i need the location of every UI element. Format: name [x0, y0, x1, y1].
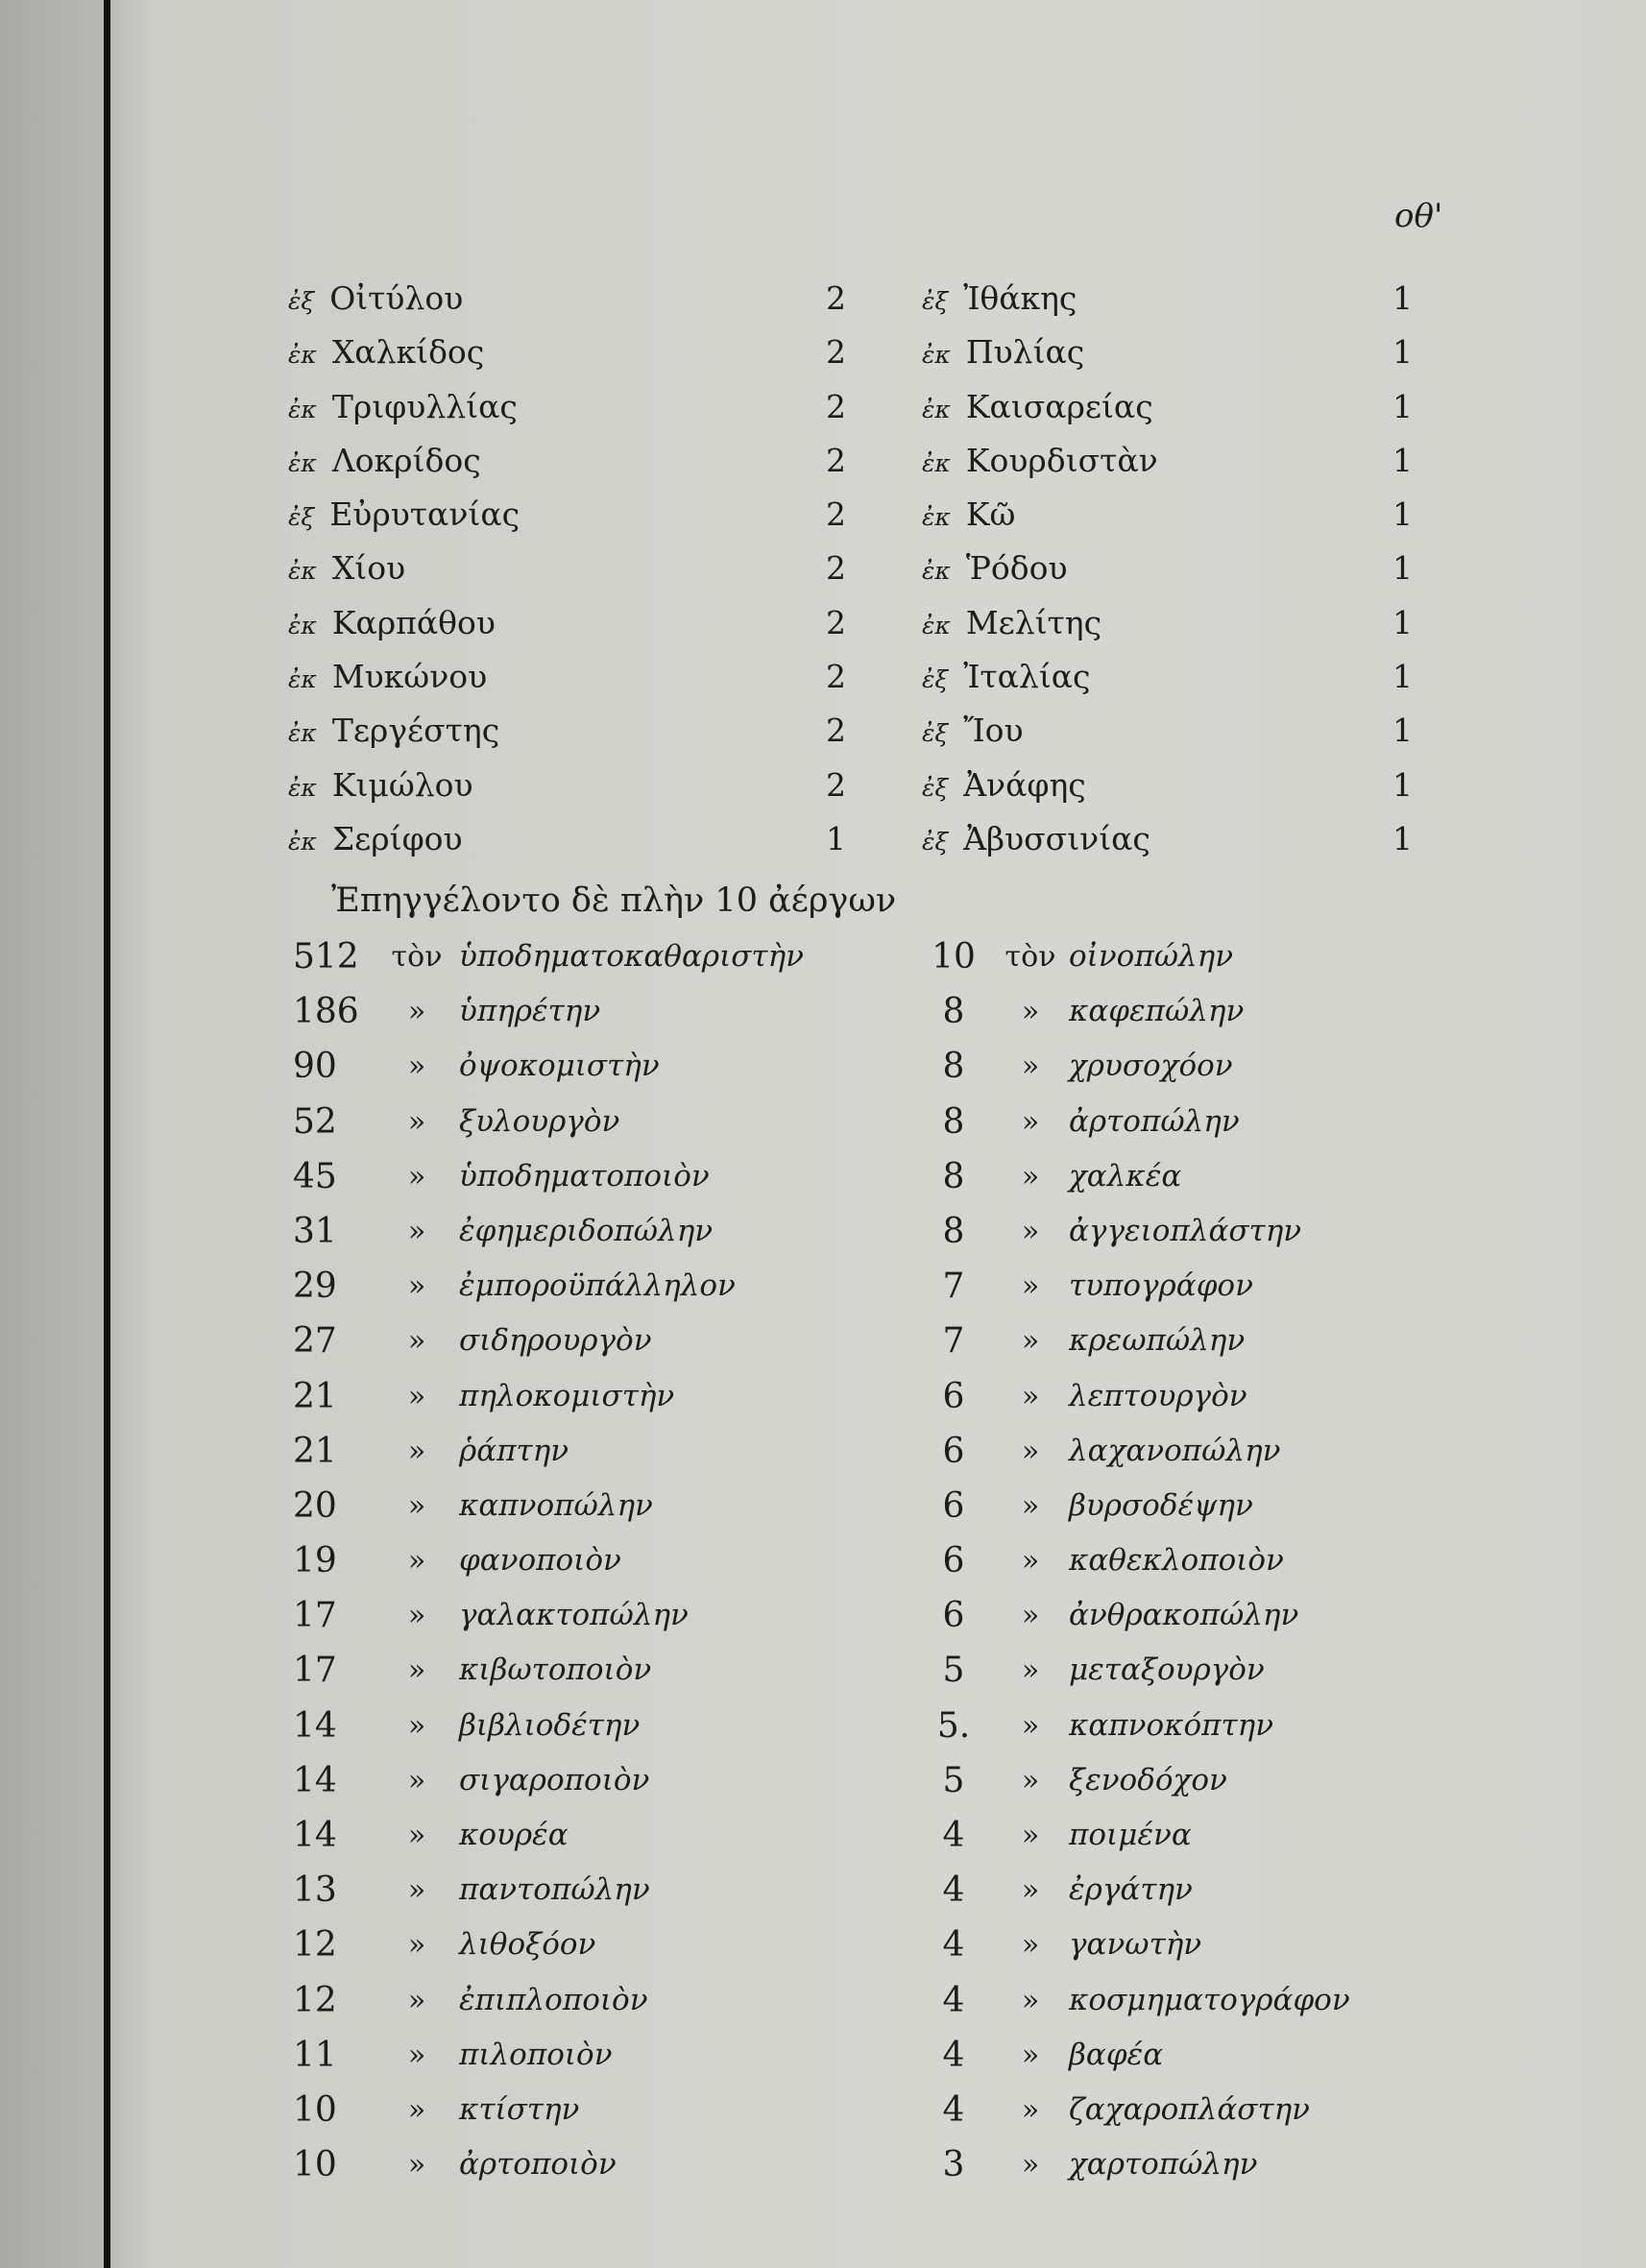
trade-left-occupation: καπνοπώλην: [459, 1487, 653, 1523]
trade-left-article: »: [407, 1324, 426, 1359]
origin-right-count: 1: [1392, 279, 1413, 317]
origin-left-count: 1: [826, 819, 846, 857]
trade-right-count: 8: [942, 1211, 965, 1251]
origin-left-place: [288, 488, 826, 542]
origin-left-count: 2: [826, 603, 846, 641]
origin-preposition: ἐκ: [288, 611, 317, 639]
origin-name: Χίου: [331, 549, 406, 588]
origin-preposition: ἐξ: [288, 287, 315, 315]
trade-left-count: 186: [293, 992, 359, 1032]
origin-left-place: [288, 434, 826, 488]
trade-left-article: »: [407, 1269, 426, 1304]
origins-table: [288, 272, 1489, 866]
origin-right-place: [922, 650, 1392, 704]
trade-left-occupation: ὑπηρέτην: [459, 994, 601, 1029]
origin-left-place: [288, 759, 826, 812]
origin-left-place: [288, 596, 826, 650]
trade-left-occupation: ἐπιπλοποιὸν: [459, 1982, 648, 2017]
origin-preposition: ἐκ: [288, 665, 317, 694]
origin-preposition: ἐκ: [288, 395, 317, 423]
origin-name: Καρπάθου: [331, 603, 496, 641]
trade-right-article: »: [1021, 1873, 1040, 1908]
origin-preposition: ἐκ: [288, 448, 317, 477]
origin-name: Λοκρίδος: [331, 441, 481, 479]
trade-right-article: »: [1021, 1983, 1040, 2017]
origin-left-count: 2: [826, 712, 846, 750]
trade-right-occupation: βαφέα: [1069, 2037, 1164, 2072]
trade-left-article: τὸν: [391, 940, 443, 974]
trade-right-article: »: [1021, 1050, 1040, 1084]
origin-left-count: 2: [826, 441, 846, 479]
trade-right-occupation: ἀρτοπώλην: [1069, 1103, 1240, 1139]
trade-left-article: »: [407, 1653, 426, 1688]
origin-left-place: [288, 650, 826, 704]
origin-name: Κῶ: [965, 495, 1016, 534]
origin-name: Μυκώνου: [331, 658, 488, 696]
origin-left-count: 2: [826, 387, 846, 425]
trade-left-article: »: [407, 1599, 426, 1633]
origin-right-count: 1: [1392, 549, 1413, 588]
origin-name: Εὐρυτανίας: [329, 495, 520, 534]
trade-right-occupation: κοσμηματογράφον: [1069, 1982, 1350, 2017]
origin-right-count: 1: [1392, 333, 1413, 372]
trade-right-count: 5: [942, 1651, 965, 1691]
trade-left-count: 14: [293, 1816, 337, 1855]
origin-name: Τεργέστης: [331, 712, 500, 750]
origin-preposition: ἐκ: [922, 557, 951, 586]
trade-left-occupation: ὑποδηματοποιὸν: [459, 1158, 710, 1194]
trade-left-count: 52: [293, 1101, 337, 1142]
trade-right-occupation: χρυσοχόον: [1069, 1049, 1233, 1084]
origin-left-place: [288, 272, 826, 326]
trade-right-occupation: ζαχαροπλάστην: [1069, 2091, 1311, 2127]
trade-left-article: »: [407, 1214, 426, 1248]
origin-left-place: [288, 704, 826, 758]
trade-right-count: 4: [942, 2089, 965, 2130]
origin-name: Σερίφου: [331, 819, 463, 857]
origin-preposition: ἐξ: [922, 827, 949, 856]
trade-right-count: 5.: [936, 1705, 971, 1746]
origin-preposition: ἐκ: [922, 395, 951, 423]
trade-left-article: »: [407, 1763, 426, 1798]
origin-right-place: [922, 434, 1392, 488]
trade-right-occupation: λεπτουργὸν: [1069, 1378, 1247, 1413]
trade-left-article: »: [407, 1708, 426, 1743]
trade-left-article: »: [407, 1873, 426, 1908]
trade-left-count: 20: [293, 1485, 337, 1526]
trade-right-article: »: [1021, 1708, 1040, 1743]
origin-preposition: ἐξ: [922, 719, 949, 748]
trade-right-count: 6: [942, 1376, 965, 1416]
trade-left-article: »: [407, 1928, 426, 1963]
trade-right-article: »: [1021, 2038, 1040, 2072]
origin-left-count: 2: [826, 765, 846, 804]
origin-right-place: [922, 488, 1392, 542]
origin-preposition: ἐκ: [288, 827, 317, 856]
trade-right-article: »: [1021, 1488, 1040, 1523]
trade-right-occupation: ἀγγειοπλάστην: [1069, 1213, 1302, 1248]
trade-left-count: 90: [293, 1047, 337, 1087]
origin-preposition: ἐκ: [288, 341, 317, 370]
origin-name: Χαλκίδος: [331, 333, 485, 372]
trade-left-occupation: κτίστην: [459, 2091, 580, 2127]
origin-left-count: 2: [826, 658, 846, 696]
trades-table: [293, 929, 1368, 2192]
trade-left-article: »: [407, 1983, 426, 2017]
trade-left-count: 45: [293, 1156, 337, 1196]
trade-right-occupation: τυπογράφον: [1069, 1268, 1253, 1304]
trade-left-occupation: ῥάπτην: [459, 1433, 569, 1468]
trade-left-count: 10: [293, 2089, 337, 2130]
origin-name: Ῥόδου: [965, 549, 1068, 588]
trade-left-article: »: [407, 1544, 426, 1579]
trade-right-count: 6: [942, 1596, 965, 1636]
origin-right-count: 1: [1392, 441, 1413, 479]
origin-name: Μελίτης: [965, 603, 1102, 641]
origin-right-place: [922, 542, 1392, 595]
origin-right-count: 1: [1392, 387, 1413, 425]
trade-left-occupation: βιβλιοδέτην: [459, 1707, 641, 1743]
trade-left-occupation: ὀψοκομιστὴν: [459, 1049, 660, 1084]
origin-right-count: 1: [1392, 658, 1413, 696]
origin-name: Πυλίας: [965, 333, 1085, 372]
trade-right-article: τὸν: [1005, 940, 1056, 974]
origin-name: Τριφυλλίας: [331, 387, 518, 425]
trade-right-occupation: καπνοκόπτην: [1069, 1707, 1274, 1743]
trade-left-occupation: παντοπώλην: [459, 1872, 650, 1908]
trade-right-article: »: [1021, 1819, 1040, 1852]
origin-right-place: [922, 272, 1392, 326]
origin-preposition: ἐκ: [922, 503, 951, 532]
origin-right-count: 1: [1392, 819, 1413, 857]
trade-left-count: 10: [293, 2145, 337, 2185]
trade-left-count: 11: [293, 2035, 337, 2075]
trade-right-article: »: [1021, 1214, 1040, 1248]
trade-right-count: 7: [942, 1321, 965, 1362]
trade-right-count: 5: [942, 1760, 965, 1800]
trade-right-count: 6: [942, 1431, 965, 1471]
origin-left-place: [288, 812, 826, 866]
origin-name: Ἴου: [963, 712, 1024, 750]
trade-right-occupation: χαλκέα: [1069, 1158, 1182, 1194]
trade-left-article: »: [407, 995, 426, 1029]
trade-left-occupation: λιθοξόον: [459, 1927, 596, 1963]
trade-right-occupation: ξενοδόχον: [1069, 1762, 1227, 1798]
origin-right-place: [922, 759, 1392, 812]
trade-left-count: 12: [293, 1925, 337, 1966]
trade-left-article: »: [407, 2148, 426, 2183]
trade-left-count: 19: [293, 1541, 337, 1581]
trade-right-count: 6: [942, 1541, 965, 1581]
trade-right-count: 4: [942, 1925, 965, 1966]
trade-left-article: »: [407, 1104, 426, 1139]
trade-right-occupation: οἰνοπώλην: [1069, 939, 1234, 974]
trade-right-count: 4: [942, 2035, 965, 2075]
trade-right-occupation: κρεωπώλην: [1069, 1323, 1246, 1359]
origin-right-count: 1: [1392, 712, 1413, 750]
trade-left-count: 27: [293, 1321, 337, 1362]
origin-preposition: ἐκ: [288, 557, 317, 586]
origin-name: Ἰταλίας: [963, 658, 1091, 696]
origin-right-place: [922, 812, 1392, 866]
trade-left-occupation: ὑποδηματοκαθαριστὴν: [459, 939, 804, 974]
origin-name: Οἰτύλου: [329, 279, 464, 317]
trade-right-article: »: [1021, 995, 1040, 1029]
trade-right-count: 6: [942, 1485, 965, 1526]
trade-right-count: 4: [942, 1816, 965, 1855]
origin-left-count: 2: [826, 333, 846, 372]
trade-left-count: 17: [293, 1651, 337, 1691]
origin-preposition: ἐξ: [288, 503, 315, 532]
trade-right-article: »: [1021, 1928, 1040, 1963]
trade-right-occupation: γανωτὴν: [1069, 1927, 1202, 1963]
trade-left-occupation: κουρέα: [459, 1818, 569, 1852]
trade-right-article: »: [1021, 1599, 1040, 1633]
trade-left-count: 512: [293, 937, 359, 977]
trade-left-occupation: ξυλουργὸν: [459, 1103, 620, 1139]
trade-left-count: 12: [293, 1980, 337, 2020]
origin-preposition: ἐξ: [922, 287, 949, 315]
trade-left-count: 14: [293, 1760, 337, 1800]
trade-right-occupation: χαρτοπώλην: [1069, 2147, 1258, 2183]
origin-right-place: [922, 704, 1392, 758]
origin-preposition: ἐκ: [922, 611, 951, 639]
trade-right-article: »: [1021, 1159, 1040, 1194]
trade-right-occupation: βυρσοδέψην: [1069, 1487, 1253, 1523]
origin-left-count: 2: [826, 549, 846, 588]
origin-left-place: [288, 380, 826, 434]
trade-left-count: 31: [293, 1211, 337, 1251]
trade-right-article: »: [1021, 1324, 1040, 1359]
origin-left-place: [288, 326, 826, 379]
trade-right-occupation: ἐργάτην: [1069, 1872, 1193, 1908]
trade-right-count: 8: [942, 1156, 965, 1196]
trade-left-article: »: [407, 1379, 426, 1413]
trade-left-occupation: κιβωτοποιὸν: [459, 1653, 652, 1688]
trade-left-article: »: [407, 2038, 426, 2072]
trade-right-count: 10: [932, 937, 976, 977]
trade-right-article: »: [1021, 1379, 1040, 1413]
trade-right-article: »: [1021, 1653, 1040, 1688]
trade-left-article: »: [407, 1050, 426, 1084]
trade-right-occupation: μεταξουργὸν: [1069, 1653, 1265, 1688]
origin-name: Ἰθάκης: [963, 279, 1077, 317]
origin-right-place: [922, 380, 1392, 434]
trade-right-occupation: ποιμένα: [1069, 1818, 1192, 1852]
trade-left-occupation: ἀρτοποιὸν: [459, 2147, 617, 2183]
trade-right-article: »: [1021, 1269, 1040, 1304]
trade-left-occupation: σιδηρουργὸν: [459, 1323, 652, 1359]
trade-right-occupation: καθεκλοποιὸν: [1069, 1543, 1284, 1579]
origin-preposition: ἐκ: [922, 341, 951, 370]
trade-left-count: 13: [293, 1870, 337, 1911]
trade-left-occupation: σιγαροποιὸν: [459, 1762, 650, 1798]
trade-right-count: 4: [942, 1870, 965, 1911]
origin-name: Ἀνάφης: [963, 765, 1086, 804]
origin-preposition: ἐκ: [288, 719, 317, 748]
origin-left-place: [288, 542, 826, 595]
trade-left-occupation: ἐφημεριδοπώλην: [459, 1213, 714, 1248]
origin-left-count: 2: [826, 495, 846, 534]
trade-right-count: 7: [942, 1267, 965, 1307]
origin-name: Ἀβυσσινίας: [963, 819, 1150, 857]
trade-left-occupation: γαλακτοπώλην: [459, 1598, 689, 1633]
trade-right-count: 3: [942, 2145, 965, 2185]
origin-right-place: [922, 596, 1392, 650]
origin-right-place: [922, 326, 1392, 379]
trade-left-article: »: [407, 2092, 426, 2127]
trade-right-count: 8: [942, 992, 965, 1032]
origin-preposition: ἐκ: [922, 448, 951, 477]
trade-right-occupation: ἀνθρακοπώλην: [1069, 1598, 1299, 1633]
trade-left-article: »: [407, 1159, 426, 1194]
trade-right-article: »: [1021, 2092, 1040, 2127]
trade-left-count: 29: [293, 1267, 337, 1307]
trade-right-occupation: λαχανοπώλην: [1069, 1433, 1281, 1468]
trade-right-article: »: [1021, 1104, 1040, 1139]
trade-left-count: 21: [293, 1431, 337, 1471]
origin-preposition: ἐκ: [288, 773, 317, 802]
trade-left-article: »: [407, 1434, 426, 1468]
trade-left-count: 17: [293, 1596, 337, 1636]
origin-name: Καισαρείας: [965, 387, 1153, 425]
trade-left-occupation: φανοποιὸν: [459, 1543, 621, 1579]
trade-left-occupation: πιλοποιὸν: [459, 2037, 613, 2072]
trade-left-article: »: [407, 1488, 426, 1523]
page-number: οθ': [1394, 197, 1443, 235]
origin-right-count: 1: [1392, 495, 1413, 534]
trade-right-article: »: [1021, 1434, 1040, 1468]
origin-right-count: 1: [1392, 603, 1413, 641]
origin-preposition: ἐξ: [922, 665, 949, 694]
trade-left-count: 21: [293, 1376, 337, 1416]
origin-left-count: 2: [826, 279, 846, 317]
trade-left-occupation: ἐμποροϋπάλληλον: [459, 1268, 736, 1304]
trade-right-count: 8: [942, 1047, 965, 1087]
origin-preposition: ἐξ: [922, 773, 949, 802]
trade-right-count: 4: [942, 1980, 965, 2020]
trade-left-occupation: πηλοκομιστὴν: [459, 1378, 675, 1413]
origin-right-count: 1: [1392, 765, 1413, 804]
trade-right-article: »: [1021, 2148, 1040, 2183]
trade-left-count: 14: [293, 1705, 337, 1746]
trade-right-article: »: [1021, 1544, 1040, 1579]
trade-left-article: »: [407, 1819, 426, 1852]
trade-right-count: 8: [942, 1101, 965, 1142]
origin-name: Κουρδιστὰν: [965, 441, 1158, 479]
origin-name: Κιμώλου: [331, 765, 473, 804]
binding-edge: [104, 0, 110, 2268]
trade-right-article: »: [1021, 1763, 1040, 1798]
intro-line: Ἐπηγγέλοντο δὲ πλὴν 10 ἀέργων: [331, 881, 897, 920]
trade-right-occupation: καφεπώλην: [1069, 994, 1245, 1029]
